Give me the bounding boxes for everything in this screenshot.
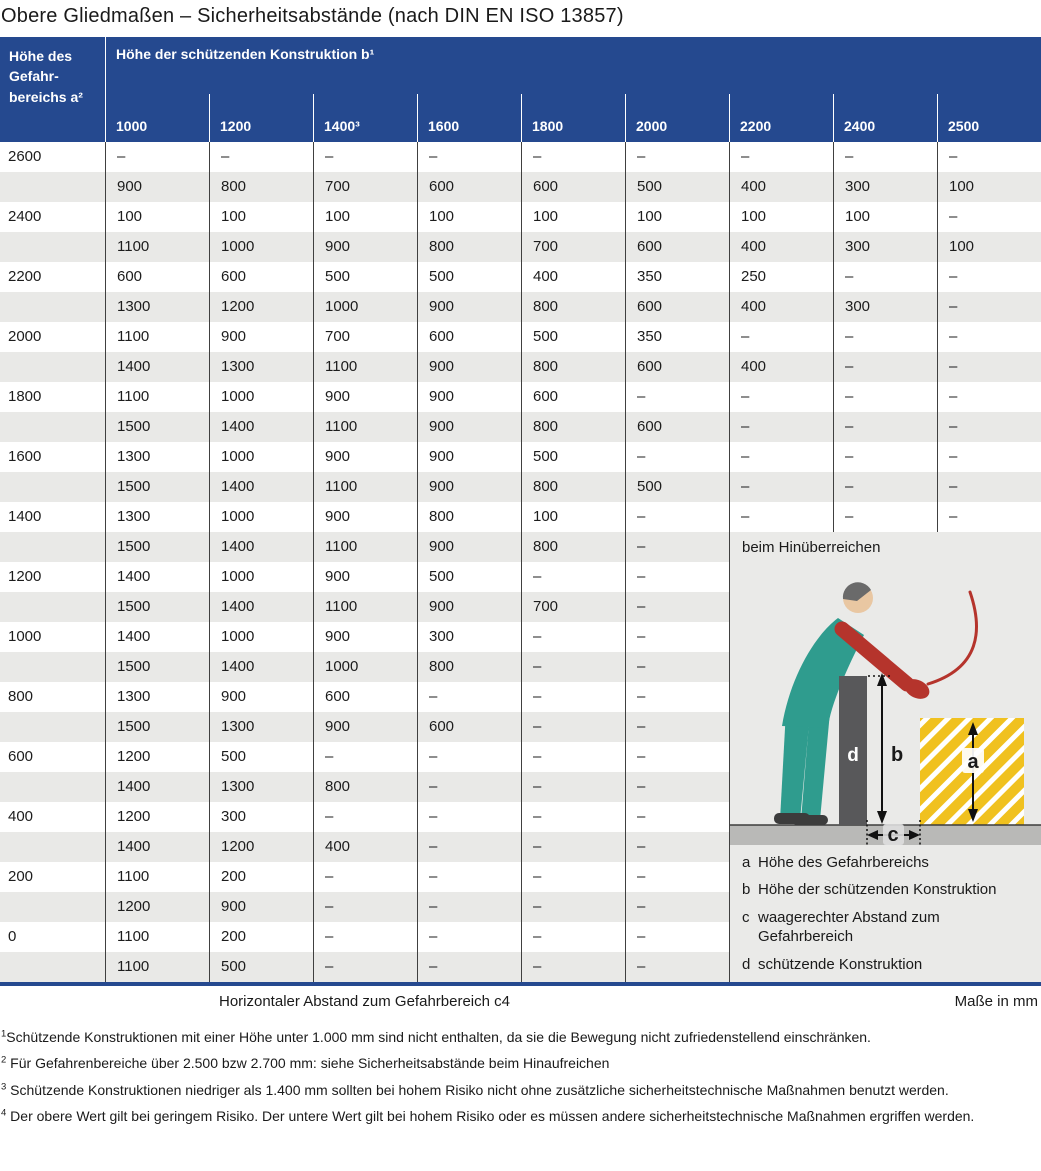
value-cell: – <box>625 562 729 592</box>
row-label <box>0 532 105 562</box>
row-label <box>0 832 105 862</box>
value-cell: – <box>521 142 625 172</box>
table-row-1400-upper <box>0 502 1041 532</box>
value-cell: 900 <box>417 412 521 442</box>
value-cell: 900 <box>209 682 313 712</box>
value-cell: – <box>417 802 521 832</box>
table-row-2000-upper <box>0 322 1041 352</box>
column-header-2200: 2200 <box>729 94 833 142</box>
value-cell: 1100 <box>313 592 417 622</box>
value-cell: – <box>521 682 625 712</box>
value-cell: 350 <box>625 322 729 352</box>
row-label: 2400 <box>8 208 42 225</box>
value-cell: – <box>417 772 521 802</box>
column-headers <box>105 94 1041 142</box>
column-header-1200: 1200 <box>209 94 313 142</box>
value-cell: – <box>417 862 521 892</box>
value-cell: – <box>729 442 833 472</box>
value-cell: 1400 <box>209 472 313 502</box>
value-cell: – <box>625 382 729 412</box>
value-cell: – <box>729 502 833 532</box>
row-label <box>0 352 105 382</box>
value-cell: 900 <box>313 712 417 742</box>
value-cell: – <box>417 952 521 982</box>
value-cell: – <box>313 922 417 952</box>
value-cell: 200 <box>209 862 313 892</box>
value-cell: 900 <box>209 322 313 352</box>
value-cell: 1400 <box>105 352 209 382</box>
value-cell: – <box>625 922 729 952</box>
value-cell: 1000 <box>209 442 313 472</box>
value-cell: 1400 <box>209 532 313 562</box>
value-cell: 300 <box>209 802 313 832</box>
value-cell: – <box>729 412 833 442</box>
row-label <box>0 412 105 442</box>
value-cell: 300 <box>833 232 937 262</box>
value-cell: 700 <box>521 592 625 622</box>
value-cell: 1200 <box>209 292 313 322</box>
row-label: 2200 <box>8 268 42 285</box>
row-label <box>0 172 105 202</box>
row-label: 800 <box>8 688 34 705</box>
table-row-2200-lower <box>0 292 1041 322</box>
value-cell: – <box>417 682 521 712</box>
footnote-4: $^4$ Der obere Wert gilt bei geringem Risiko. Der untere Wert gilt bei hohem Risiko oder es müssen andere sicherheitstechnische Maßnahmen ergriffen werden. <box>1 1107 975 1124</box>
value-cell: 800 <box>313 772 417 802</box>
table-footer <box>0 993 1041 1015</box>
legend-key: b <box>742 881 751 898</box>
dimension-label-d: d <box>847 744 859 766</box>
value-cell: 100 <box>729 202 833 232</box>
value-cell: 250 <box>729 262 833 292</box>
value-cell: 600 <box>521 172 625 202</box>
footnotes <box>0 1027 1041 1126</box>
value-cell: 800 <box>521 472 625 502</box>
value-cell: 1300 <box>209 772 313 802</box>
value-cell: 1300 <box>105 502 209 532</box>
value-cell: 500 <box>521 442 625 472</box>
value-cell: 800 <box>417 502 521 532</box>
value-cell: 1300 <box>209 352 313 382</box>
value-cell: 1300 <box>105 442 209 472</box>
value-cell: 900 <box>313 232 417 262</box>
value-cell: 1300 <box>105 292 209 322</box>
value-cell: 600 <box>625 352 729 382</box>
value-cell: 1400 <box>105 772 209 802</box>
value-cell: – <box>625 592 729 622</box>
legend-text: Höhe des Gefahrbereichs <box>758 853 929 871</box>
value-cell: – <box>521 622 625 652</box>
table-row-1800-lower <box>0 412 1041 442</box>
row-label <box>0 892 105 922</box>
value-cell: 1100 <box>105 322 209 352</box>
table-row-1600-lower <box>0 472 1041 502</box>
row-label: 600 <box>8 748 34 765</box>
value-cell: 400 <box>729 292 833 322</box>
value-cell: – <box>625 652 729 682</box>
value-cell: 1000 <box>313 292 417 322</box>
value-cell: 1500 <box>105 712 209 742</box>
value-cell: 1100 <box>105 952 209 982</box>
value-cell: – <box>521 802 625 832</box>
value-cell: – <box>833 442 937 472</box>
legend-text: Höhe der schützenden Konstruktion <box>758 881 997 898</box>
table-row-1600-upper <box>0 442 1041 472</box>
row-label: 200 <box>8 868 34 885</box>
value-cell: 1100 <box>105 382 209 412</box>
value-cell: – <box>625 682 729 712</box>
table-row-2400-upper <box>0 202 1041 232</box>
row-label: 1200 <box>8 568 42 585</box>
row-label <box>0 712 105 742</box>
row-label: 2600 <box>8 148 42 165</box>
value-cell: 800 <box>521 292 625 322</box>
value-cell: 300 <box>417 622 521 652</box>
value-cell: 1300 <box>105 682 209 712</box>
value-cell: – <box>833 412 937 442</box>
overreach-illustration <box>729 532 1041 982</box>
value-cell: 1000 <box>313 652 417 682</box>
value-cell: 600 <box>417 172 521 202</box>
value-cell: 900 <box>417 352 521 382</box>
value-cell: 1400 <box>209 592 313 622</box>
value-cell: 500 <box>417 562 521 592</box>
value-cell: 700 <box>313 172 417 202</box>
value-cell: 1200 <box>105 892 209 922</box>
column-header-1600: 1600 <box>417 94 521 142</box>
illustration-legend <box>730 845 1041 983</box>
value-cell: – <box>313 742 417 772</box>
value-cell: 1400 <box>105 832 209 862</box>
value-cell: – <box>105 142 209 172</box>
legend-key: d <box>742 955 751 973</box>
row-label: 0 <box>8 928 17 945</box>
value-cell: – <box>313 142 417 172</box>
value-cell: 1100 <box>313 532 417 562</box>
value-cell: 500 <box>209 952 313 982</box>
value-cell: – <box>625 952 729 982</box>
value-cell: – <box>937 262 1041 292</box>
value-cell: 900 <box>105 172 209 202</box>
value-cell: – <box>521 892 625 922</box>
value-cell: – <box>209 142 313 172</box>
value-cell: 800 <box>209 172 313 202</box>
value-cell: – <box>833 352 937 382</box>
column-header-2000: 2000 <box>625 94 729 142</box>
value-cell: 1500 <box>105 412 209 442</box>
value-cell: 1500 <box>105 652 209 682</box>
row-label <box>0 772 105 802</box>
value-cell: – <box>625 712 729 742</box>
value-cell: 1200 <box>209 832 313 862</box>
table-header <box>0 37 1041 142</box>
value-cell: 900 <box>417 442 521 472</box>
value-cell: 800 <box>521 352 625 382</box>
column-header-2400: 2400 <box>833 94 937 142</box>
value-cell: 500 <box>625 472 729 502</box>
value-cell: 100 <box>417 202 521 232</box>
value-cell: 300 <box>833 172 937 202</box>
value-cell: 800 <box>521 412 625 442</box>
value-cell: 600 <box>417 712 521 742</box>
value-cell: 200 <box>209 922 313 952</box>
corner-header-line: Gefahr- <box>9 68 59 85</box>
value-cell: – <box>937 142 1041 172</box>
row-label: 1000 <box>8 628 42 645</box>
value-cell: – <box>729 382 833 412</box>
value-cell: – <box>937 382 1041 412</box>
value-cell: 1400 <box>105 562 209 592</box>
value-cell: 600 <box>625 292 729 322</box>
value-cell: 1500 <box>105 592 209 622</box>
value-cell: – <box>417 832 521 862</box>
value-cell: 1100 <box>105 862 209 892</box>
value-cell: – <box>833 472 937 502</box>
column-header-1000: 1000 <box>116 118 148 134</box>
value-cell: – <box>729 142 833 172</box>
span-header-title: Höhe der schützenden Konstruktion b¹ <box>116 46 375 62</box>
value-cell: – <box>521 772 625 802</box>
value-cell: 1300 <box>209 712 313 742</box>
dimension-label-b: b <box>891 743 904 766</box>
value-cell: – <box>625 532 729 562</box>
value-cell: – <box>833 502 937 532</box>
legend-key: a <box>742 853 751 871</box>
column-header-1800: 1800 <box>521 94 625 142</box>
value-cell: 900 <box>313 502 417 532</box>
value-cell: 900 <box>313 382 417 412</box>
value-cell: 400 <box>729 172 833 202</box>
value-cell: 400 <box>521 262 625 292</box>
value-cell: – <box>625 892 729 922</box>
value-cell: 400 <box>729 352 833 382</box>
footnote-2: $^2$ Für Gefahrenbereiche über 2.500 bzw 2.700 mm: siehe Sicherheitsabstände beim Hinaufreichen <box>1 1054 610 1072</box>
value-cell: – <box>313 862 417 892</box>
value-cell: – <box>417 892 521 922</box>
value-cell: 700 <box>521 232 625 262</box>
value-cell: – <box>521 712 625 742</box>
value-cell: – <box>625 502 729 532</box>
value-cell: 400 <box>313 832 417 862</box>
legend-item-c <box>742 908 1033 947</box>
value-cell: 1100 <box>105 922 209 952</box>
value-cell: 100 <box>521 202 625 232</box>
value-cell: 1400 <box>209 412 313 442</box>
corner-header-line: bereichs a² <box>9 88 83 105</box>
value-cell: – <box>521 562 625 592</box>
value-cell: 100 <box>625 202 729 232</box>
value-cell: – <box>729 322 833 352</box>
value-cell: 1500 <box>105 532 209 562</box>
row-label <box>0 232 105 262</box>
footnote-3: $^3$ Schützende Konstruktionen niedriger als 1.400 mm sollten bei hohem Risiko nicht ohne zusätzliche sicherheitstechnische Maßnahmen benutzt werden. <box>1 1080 949 1098</box>
span-header <box>105 37 1041 142</box>
legend-text: waagerechter Abstand zum Gefahrbereich <box>758 908 940 945</box>
value-cell: 900 <box>417 382 521 412</box>
value-cell: – <box>521 952 625 982</box>
value-cell: – <box>417 922 521 952</box>
value-cell: – <box>625 862 729 892</box>
value-cell: 500 <box>625 172 729 202</box>
value-cell: 1500 <box>105 472 209 502</box>
units-note: Maße in mm <box>954 993 1038 1010</box>
value-cell: 1000 <box>209 502 313 532</box>
value-cell: – <box>937 412 1041 442</box>
value-cell: 300 <box>833 292 937 322</box>
value-cell: 900 <box>417 472 521 502</box>
value-cell: – <box>625 442 729 472</box>
value-cell: 500 <box>521 322 625 352</box>
value-cell: 500 <box>209 742 313 772</box>
row-label: 1400 <box>8 508 42 525</box>
value-cell: – <box>833 262 937 292</box>
row-label <box>0 472 105 502</box>
value-cell: 1100 <box>313 352 417 382</box>
value-cell: 700 <box>313 322 417 352</box>
value-cell: – <box>937 202 1041 232</box>
value-cell: 1100 <box>105 232 209 262</box>
value-cell: – <box>625 772 729 802</box>
value-cell: 900 <box>417 532 521 562</box>
value-cell: – <box>937 502 1041 532</box>
value-cell: 1400 <box>209 652 313 682</box>
value-cell: – <box>625 802 729 832</box>
value-cell: 600 <box>209 262 313 292</box>
corner-header-line: Höhe des <box>9 48 73 64</box>
value-cell: – <box>521 652 625 682</box>
value-cell: – <box>833 142 937 172</box>
value-cell: 900 <box>209 892 313 922</box>
table-row-2600-lower <box>0 172 1041 202</box>
value-cell: 1000 <box>209 562 313 592</box>
value-cell: – <box>625 622 729 652</box>
legend-item-d <box>742 955 1033 975</box>
value-cell: 100 <box>209 202 313 232</box>
reach-arc <box>928 592 976 684</box>
footnote-1: $^1$Schützende Konstruktionen mit einer Höhe unter 1.000 mm sind nicht enthalten, da sie die Bewegung nicht zufriedenstellend einschränken. <box>1 1028 871 1045</box>
horizontal-distance-caption: Horizontaler Abstand zum Gefahrbereich c4 <box>219 993 510 1010</box>
value-cell: 900 <box>417 292 521 322</box>
value-cell: 900 <box>313 622 417 652</box>
value-cell: – <box>625 142 729 172</box>
overreach-scene-graphic <box>730 558 1041 845</box>
value-cell: 800 <box>417 652 521 682</box>
value-cell: 600 <box>625 412 729 442</box>
value-cell: – <box>521 922 625 952</box>
value-cell: 500 <box>417 262 521 292</box>
value-cell: 900 <box>313 442 417 472</box>
value-cell: – <box>937 442 1041 472</box>
row-label <box>0 292 105 322</box>
value-cell: 1100 <box>313 472 417 502</box>
illustration-caption: beim Hinüberreichen <box>742 539 881 556</box>
value-cell: 1200 <box>105 742 209 772</box>
value-cell: – <box>937 322 1041 352</box>
safety-distance-table <box>0 37 1041 986</box>
value-cell: – <box>313 892 417 922</box>
value-cell: – <box>417 742 521 772</box>
row-label: 2000 <box>8 328 42 345</box>
table-row-2200-upper <box>0 262 1041 292</box>
value-cell: – <box>625 742 729 772</box>
value-cell: 600 <box>313 682 417 712</box>
dimension-label-c: c <box>887 823 899 845</box>
value-cell: 600 <box>105 262 209 292</box>
value-cell: 1100 <box>313 412 417 442</box>
table-row-2000-lower <box>0 352 1041 382</box>
column-header-1400: 1400³ <box>313 94 417 142</box>
value-cell: – <box>521 862 625 892</box>
value-cell: 600 <box>521 382 625 412</box>
table-row-2400-lower <box>0 232 1041 262</box>
row-label <box>0 952 105 982</box>
value-cell: 1000 <box>209 622 313 652</box>
value-cell: – <box>937 472 1041 502</box>
column-header-2500: 2500 <box>937 94 1041 142</box>
row-label: 400 <box>8 808 34 825</box>
value-cell: – <box>521 742 625 772</box>
value-cell: – <box>833 322 937 352</box>
value-cell: 400 <box>729 232 833 262</box>
table-row-1800-upper <box>0 382 1041 412</box>
dimension-label-a: a <box>967 750 979 773</box>
legend-key: c <box>742 908 750 926</box>
corner-header <box>0 37 105 142</box>
value-cell: 100 <box>937 232 1041 262</box>
legend-item-b <box>742 880 1033 900</box>
legend-text: schützende Konstruktion <box>758 955 923 973</box>
value-cell: – <box>313 802 417 832</box>
value-cell: 1400 <box>105 622 209 652</box>
value-cell: – <box>313 952 417 982</box>
value-cell: – <box>521 832 625 862</box>
page-title: Obere Gliedmaßen – Sicherheitsabstände (nach DIN EN ISO 13857) <box>1 5 624 27</box>
value-cell: 900 <box>313 562 417 592</box>
value-cell: 100 <box>833 202 937 232</box>
value-cell: – <box>937 352 1041 382</box>
value-cell: 1200 <box>105 802 209 832</box>
value-cell: 500 <box>313 262 417 292</box>
value-cell: 100 <box>521 502 625 532</box>
value-cell: 1000 <box>209 232 313 262</box>
value-cell: 100 <box>937 172 1041 202</box>
value-cell: – <box>729 472 833 502</box>
value-cell: 100 <box>105 202 209 232</box>
legend-item-a <box>742 853 1033 873</box>
row-label <box>0 592 105 622</box>
value-cell: 350 <box>625 262 729 292</box>
row-label: 1600 <box>8 448 42 465</box>
value-cell: 100 <box>313 202 417 232</box>
row-label: 1800 <box>8 388 42 405</box>
value-cell: 600 <box>625 232 729 262</box>
value-cell: 800 <box>417 232 521 262</box>
value-cell: – <box>625 832 729 862</box>
value-cell: – <box>833 382 937 412</box>
table-bottom-rule <box>0 982 1041 986</box>
value-cell: 1000 <box>209 382 313 412</box>
value-cell: 900 <box>417 592 521 622</box>
value-cell: – <box>417 142 521 172</box>
value-cell: – <box>937 292 1041 322</box>
value-cell: 800 <box>521 532 625 562</box>
table-row-2600-upper <box>0 142 1041 172</box>
value-cell: 600 <box>417 322 521 352</box>
row-label <box>0 652 105 682</box>
dimension-arrow-b <box>868 673 903 824</box>
